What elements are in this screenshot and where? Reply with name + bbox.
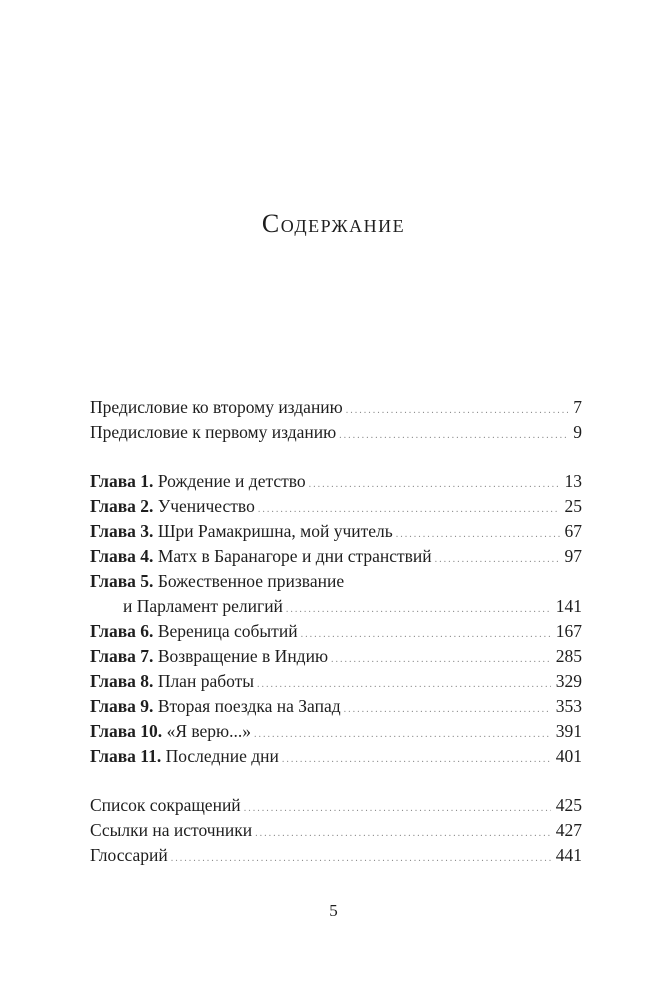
entry-page: 329 [555,671,582,691]
toc-entry-chapter-7 [90,644,582,669]
entry-title: Рождение и детство [157,471,306,491]
chapter-label: Глава 7. [90,646,154,666]
appendices-group [90,793,582,868]
entry-title: Глоссарий [90,845,168,865]
toc-entry-glossary [90,843,582,868]
toc-entry-abbreviations [90,793,582,818]
entry-title: Божественное призвание [157,571,345,591]
entry-title: Предисловие ко второму изданию [90,397,343,417]
toc-entry-chapter-5-line1 [90,569,582,594]
entry-page: 167 [555,621,582,641]
dot-leader [344,697,551,722]
prefaces-group [90,395,582,445]
toc-entry-chapter-5-line2 [90,594,582,619]
entry-page: 391 [555,721,582,741]
dot-leader [435,547,560,572]
toc-entry-chapter-2 [90,494,582,519]
toc-entry-chapter-8 [90,669,582,694]
chapter-label: Глава 1. [90,471,154,491]
page-title: Содержание [261,209,406,238]
toc-entry-preface-second [90,395,582,420]
entry-page: 427 [555,820,582,840]
entry-page: 25 [564,496,582,516]
toc-entry-chapter-9 [90,694,582,719]
entry-title: Возвращение в Индию [157,646,329,666]
entry-page: 67 [564,521,582,541]
entry-page: 97 [564,546,582,566]
chapter-label: Глава 10. [90,721,163,741]
table-of-contents [90,395,582,868]
dot-leader [255,821,551,846]
entry-title: Ссылки на источники [90,820,253,840]
entry-title: План работы [157,671,255,691]
entry-page: 9 [573,422,582,442]
chapter-label: Глава 4. [90,546,154,566]
chapter-label: Глава 9. [90,696,154,716]
entry-page: 441 [555,845,582,865]
chapter-label: Глава 6. [90,621,154,641]
toc-entry-chapter-10 [90,719,582,744]
dot-leader [254,722,551,747]
toc-entry-preface-first [90,420,582,445]
entry-page: 13 [564,471,582,491]
chapter-label: Глава 2. [90,496,154,516]
toc-entry-chapter-6 [90,619,582,644]
entry-title: Предисловие к первому изданию [90,422,337,442]
chapter-label: Глава 3. [90,521,154,541]
entry-title: Шри Рамакришна, мой учитель [157,521,393,541]
chapter-label: Глава 5. [90,571,154,591]
chapter-label: Глава 8. [90,671,154,691]
dot-leader [244,796,551,821]
entry-title: Вторая поездка на Запад [157,696,341,716]
dot-leader [309,472,560,497]
dot-leader [171,846,551,871]
entry-title: Список сокращений [90,795,241,815]
entry-page: 425 [555,795,582,815]
toc-entry-chapter-4 [90,544,582,569]
chapters-group [90,469,582,769]
dot-leader [331,647,551,672]
entry-title: Ученичество [157,496,255,516]
toc-entry-chapter-1 [90,469,582,494]
dot-leader [286,597,551,622]
entry-page: 141 [555,596,582,616]
entry-page: 7 [573,397,582,417]
entry-title: «Я верю...» [166,721,251,741]
dot-leader [339,423,568,448]
entry-title: Вереница событий [157,621,298,641]
toc-entry-references [90,818,582,843]
chapter-label: Глава 11. [90,746,162,766]
entry-page: 285 [555,646,582,666]
dot-leader [282,747,551,772]
dot-leader [346,398,568,423]
page-number: 5 [329,901,338,920]
entry-title-continued: и Парламент религий [123,596,283,616]
entry-title: Последние дни [165,746,279,766]
toc-entry-chapter-3 [90,519,582,544]
entry-page: 353 [555,696,582,716]
dot-leader [301,622,551,647]
entry-title: Матх в Баранагоре и дни странствий [157,546,432,566]
toc-entry-chapter-11 [90,744,582,769]
entry-page: 401 [555,746,582,766]
